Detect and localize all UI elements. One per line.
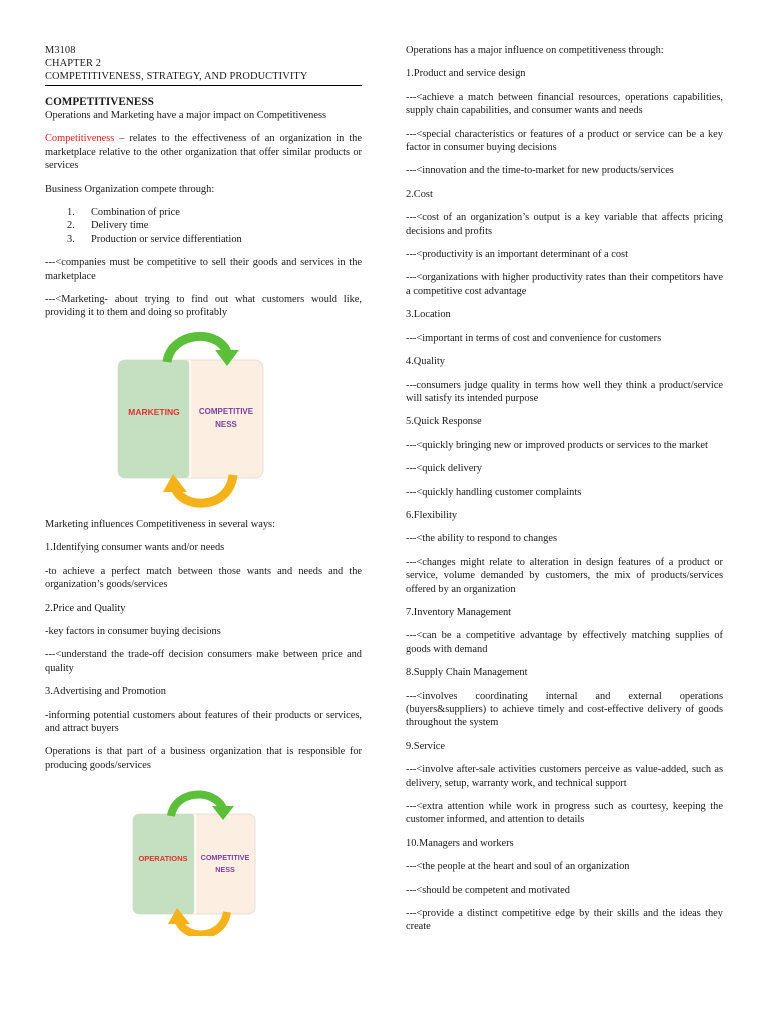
competitive-label: COMPETITIVE [198, 406, 254, 416]
operations-item-heading: 8.Supply Chain Management [406, 667, 528, 679]
course-code: M3108 [45, 45, 76, 56]
operations-item-point: ---<important in terms of cost and convenience for customers [406, 332, 662, 344]
operations-items [406, 67, 723, 933]
operations-item-heading: 2.Cost [406, 188, 433, 200]
operations-item-point: ---<provide a distinct competitive edge by their skills and the ideas they create [406, 908, 723, 933]
operations-intro: Operations has a major influence on competitiveness through: [406, 45, 664, 56]
definition-text: – relates to the effectiveness of an organization in the marketplace relative to the other organization that offer similar products or services [45, 133, 362, 172]
operations-item-point: ---consumers judge quality in terms how well they think a product/service will satisfy its intended purpose [406, 379, 723, 404]
marketing-item-text: -informing potential customers about features of their products or services, and attract buyers [45, 709, 362, 734]
document-header [45, 44, 362, 86]
operations-item-heading: 5.Quick Response [406, 416, 482, 428]
right-column [406, 44, 723, 944]
chapter-label: CHAPTER 2 [45, 58, 102, 70]
operations-label: OPERATIONS [138, 854, 188, 864]
operations-item-heading: 4.Quality [406, 356, 445, 368]
operations-diagram-graphic [131, 790, 261, 936]
operations-item-heading: 1.Product and service design [406, 68, 526, 80]
compete-list [45, 206, 362, 246]
marketing-label: MARKETING [128, 406, 180, 417]
list-item: 1. Combination of price [67, 207, 180, 219]
marketing-diagram-graphic [115, 330, 275, 510]
operations-item-heading: 7.Inventory Management [406, 606, 512, 618]
definition-term: Competitiveness [45, 133, 115, 145]
competitive-label: COMPETITIVE [200, 853, 250, 863]
operations-item-point: ---<innovation and the time-to-market for new products/services [406, 165, 674, 177]
operations-item-point: ---<can be a competitive advantage by effectively matching supplies of goods with demand [406, 630, 723, 655]
list-item: 2. Delivery time [67, 220, 149, 232]
operations-box [133, 814, 195, 914]
operations-item-point: ---<quickly bringing new or improved products or services to the market [406, 439, 708, 451]
marketing-item-heading: 3.Advertising and Promotion [45, 686, 166, 698]
operations-item-point: ---<should be competent and motivated [406, 884, 570, 896]
operations-item-point: ---<special characteristics or features of a product or service can be a key factor in consumer buying decisions [406, 128, 723, 154]
operations-item-point: ---<cost of an organization’s output is a key variable that affects pricing decisions and profits [406, 212, 723, 237]
marketing-diagram [115, 330, 362, 510]
chapter-title: COMPETITIVENESS, STRATEGY, AND PRODUCTIVITY [45, 71, 308, 83]
note-paragraph: ---<Marketing- about trying to find out what customers would like, providing it to them and doing so profitably [45, 294, 362, 319]
marketing-box [118, 360, 190, 478]
operations-item-point: ---<the people at the heart and soul of an organization [406, 861, 630, 873]
operations-item-point: ---<quickly handling customer complaints [406, 486, 582, 498]
operations-item-point: ---<achieve a match between financial resources, operations capabilities, supply chain capabilities, and consumer wants and needs [406, 91, 723, 117]
operations-item-point: ---<involves coordinating internal and external operations (buyers&suppliers) to achieve timely and cost-effective delivery of goods throughout the system [406, 690, 723, 729]
marketing-item-heading: 2.Price and Quality [45, 602, 126, 614]
green-cycle-arrow-icon [167, 336, 227, 362]
section-title: COMPETITIVENESS [45, 95, 154, 108]
ness-label: NESS [215, 419, 237, 429]
marketing-item-heading: 1.Identifying consumer wants and/or needs [45, 542, 225, 554]
operations-item-point: ---<organizations with higher productivity rates than their competitors have a competitive cost advantage [406, 272, 723, 297]
operations-item-point: ---<quick delivery [406, 463, 482, 475]
operations-item-point: ---<productivity is an important determinant of a cost [406, 249, 628, 261]
competitiveness-definition [45, 132, 362, 172]
marketing-intro: Marketing influences Competitiveness in several ways: [45, 518, 275, 530]
marketing-item-text: -key factors in consumer buying decisions [45, 625, 221, 637]
operations-item-point: ---<extra attention while work in progress such as courtesy, keeping the customer informed, and attention to details [406, 801, 723, 826]
operations-item-heading: 3.Location [406, 309, 451, 321]
ness-label: NESS [215, 865, 235, 875]
operations-item-point: ---<changes might relate to alteration in design features of a product or service, volume demanded by customers, the mix of products/services offered by an organization [406, 556, 723, 595]
operations-definition: Operations is that part of a business organization that is responsible for producing goods/services [45, 746, 362, 771]
operations-diagram [131, 790, 362, 936]
operations-item-point: ---<the ability to respond to changes [406, 533, 557, 545]
left-column [45, 44, 362, 936]
compete-intro: Business Organization compete through: [45, 183, 215, 195]
marketing-item-text: -to achieve a perfect match between those wants and needs and the organization’s goods/services [45, 565, 362, 591]
operations-item-heading: 6.Flexibility [406, 509, 458, 521]
note-paragraph: ---<companies must be competitive to sell their goods and services in the marketplace [45, 257, 362, 282]
green-cycle-arrow-icon [171, 795, 223, 816]
intro-text: Operations and Marketing have a major impact on Competitiveness [45, 110, 327, 122]
operations-item-heading: 10.Managers and workers [406, 837, 514, 849]
marketing-item-text: ---<understand the trade-off decision consumers make between price and quality [45, 649, 362, 674]
operations-item-point: ---<involve after-sale activities customers perceive as value-added, such as delivery, setup, warranty work, and technical support [406, 764, 723, 789]
list-item: 3. Production or service differentiation [67, 233, 242, 245]
operations-item-heading: 9.Service [406, 740, 445, 752]
